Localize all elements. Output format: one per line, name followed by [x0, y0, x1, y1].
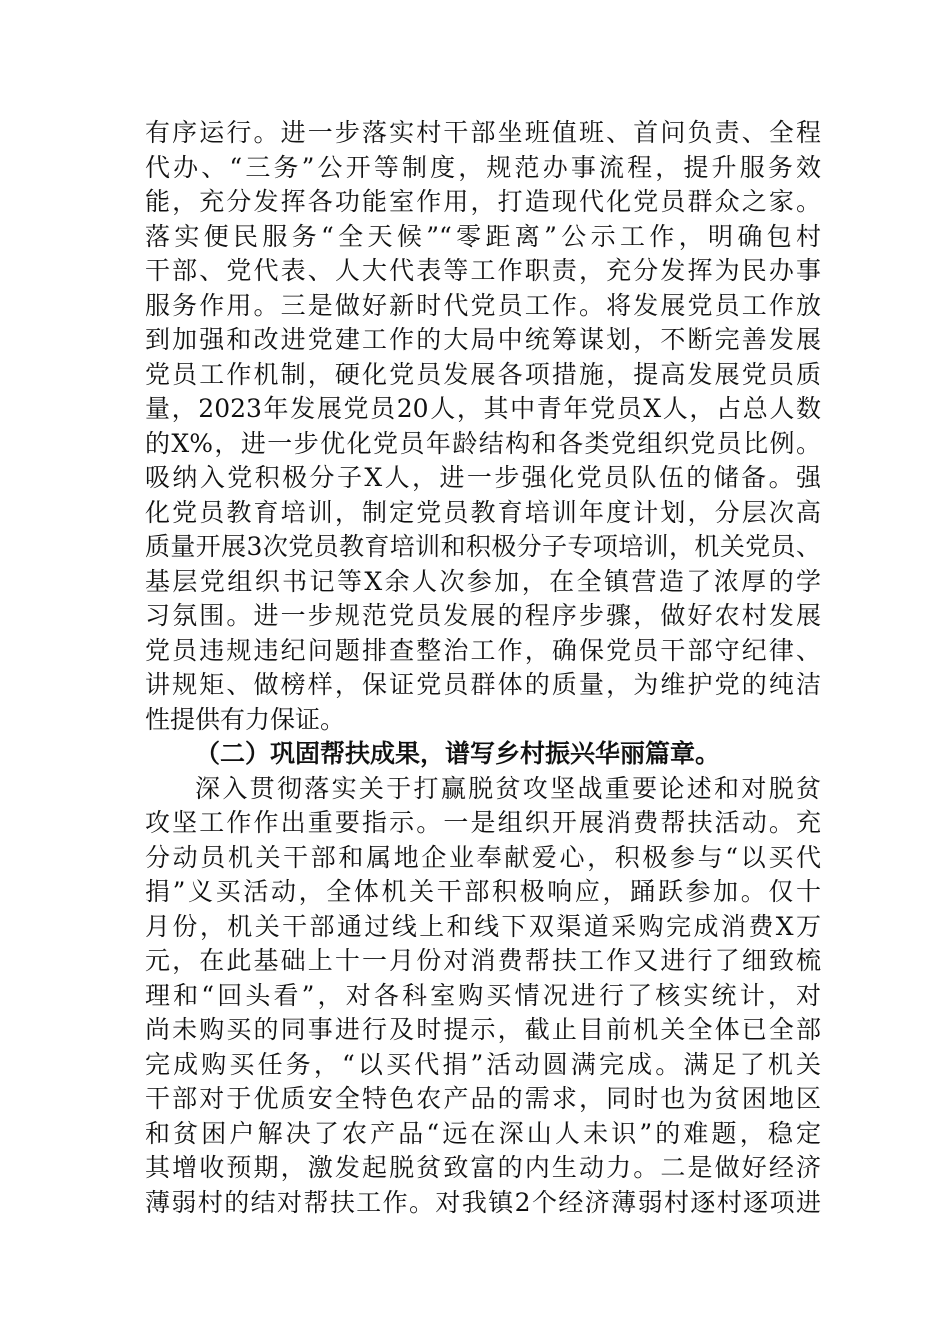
text-line: 到加强和改进党建工作的大局中统筹谋划，不断完善发展 [145, 325, 821, 354]
text-line: 性提供有力保证。 [145, 704, 346, 734]
text-line: 吸纳入党积极分子X人，进一步强化党员队伍的储备。强 [145, 463, 821, 492]
text-line: 党员工作机制，硬化党员发展各项措施，提高发展党员质 [145, 359, 821, 389]
text-line: 和贫困户解决了农产品“远在深山人未识”的难题，稳定 [145, 1118, 821, 1148]
text-line: 化党员教育培训，制定党员教育培训年度计划，分层次高 [145, 497, 821, 527]
text-line: 服务作用。三是做好新时代党员工作。将发展党员工作放 [145, 290, 821, 320]
text-line: 攻坚工作作出重要指示。一是组织开展消费帮扶活动。充 [145, 808, 821, 837]
paragraph-poverty-alleviation [145, 772, 821, 1221]
text-line: 能，充分发挥各功能室作用，打造现代化党员群众之家。 [145, 187, 821, 216]
text-line: 代办、“三务”公开等制度，规范办事流程，提升服务效 [145, 152, 821, 182]
text-line: 有序运行。进一步落实村干部坐班值班、首问负责、全程 [145, 118, 821, 147]
text-line: 尚未购买的同事进行及时提示，截止目前机关全体已全部 [145, 1015, 821, 1044]
text-line: 其增收预期，激发起脱贫致富的内生动力。二是做好经济 [145, 1153, 821, 1182]
text-line: 薄弱村的结对帮扶工作。对我镇2个经济薄弱村逐村逐项进 [145, 1187, 821, 1217]
text-line: 分动员机关干部和属地企业奉献爱心，积极参与“以买代 [145, 842, 821, 872]
text-line: 捐”义买活动，全体机关干部积极响应，踊跃参加。仅十 [145, 877, 821, 906]
document-body [145, 116, 821, 1220]
text-line: 月份，机关干部通过线上和线下双渠道采购完成消费X万 [145, 911, 821, 941]
text-line: 干部、党代表、人大代表等工作职责，充分发挥为民办事 [145, 256, 821, 285]
text-line: 深入贯彻落实关于打赢脱贫攻坚战重要论述和对脱贫 [195, 773, 821, 803]
text-line: 的X%，进一步优化党员年龄结构和各类党组织党员比例。 [145, 428, 821, 458]
text-line: 落实便民服务“全天候”“零距离”公示工作，明确包村 [145, 221, 821, 251]
text-line: 元，在此基础上十一月份对消费帮扶工作又进行了细致梳 [145, 946, 821, 975]
text-line: 基层党组织书记等X余人次参加，在全镇营造了浓厚的学 [145, 566, 821, 596]
text-line: 完成购买任务，“以买代捐”活动圆满完成。满足了机关 [145, 1049, 821, 1079]
text-line: 讲规矩、做榜样，保证党员群体的质量，为维护党的纯洁 [145, 670, 821, 699]
text-line: 理和“回头看”，对各科室购买情况进行了核实统计，对 [145, 980, 821, 1010]
text-line: 习氛围。进一步规范党员发展的程序步骤，做好农村发展 [145, 601, 821, 630]
text-line: 干部对于优质安全特色农产品的需求，同时也为贫困地区 [145, 1084, 821, 1113]
text-line: 党员违规违纪问题排查整治工作，确保党员干部守纪律、 [145, 635, 821, 665]
paragraph-party-work [145, 116, 821, 737]
section-heading: （二）巩固帮扶成果，谱写乡村振兴华丽篇章。 [195, 739, 721, 768]
text-line: 质量开展3次党员教育培训和积极分子专项培训，机关党员、 [145, 532, 821, 561]
text-line: 量，2023年发展党员20人，其中青年党员X人，占总人数 [145, 394, 821, 423]
